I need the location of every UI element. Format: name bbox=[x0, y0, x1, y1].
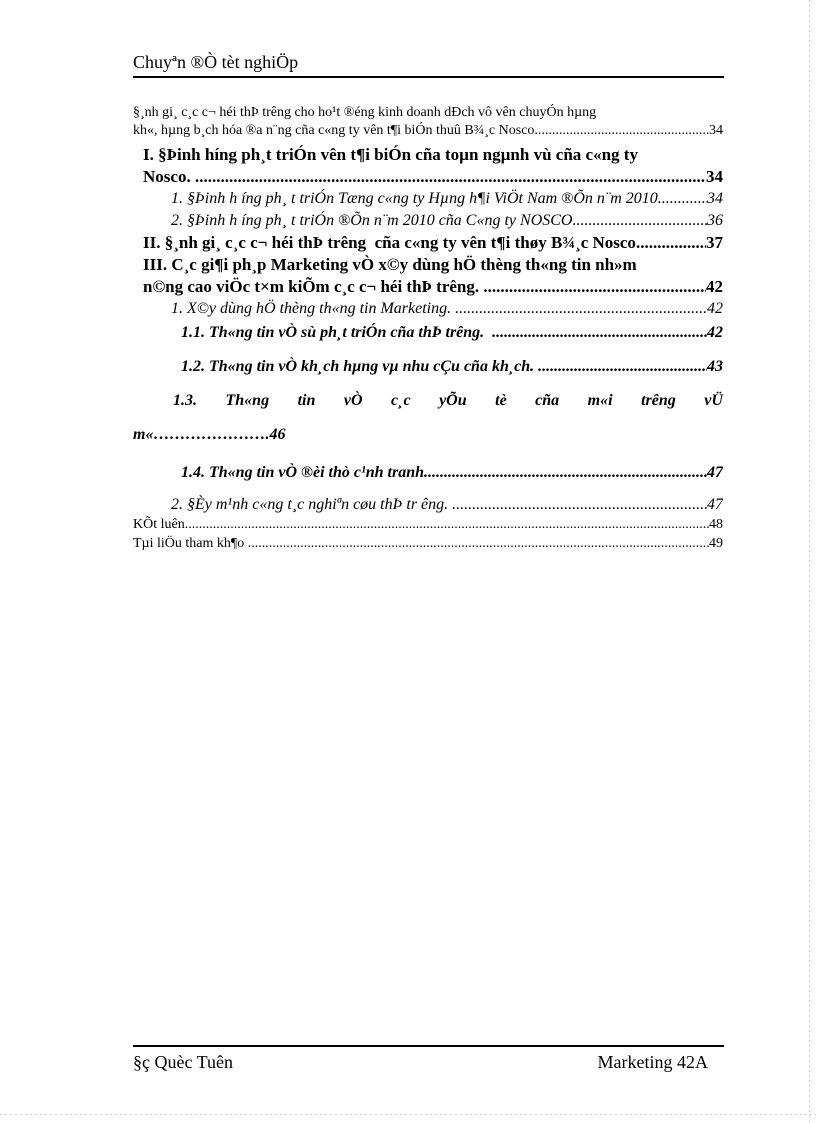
toc-entry-section-ii[interactable] bbox=[133, 232, 723, 254]
toc-page-number: 47 bbox=[707, 496, 723, 513]
toc-entry-justified-line bbox=[133, 390, 723, 412]
dot-leader bbox=[483, 276, 706, 298]
footer-rule bbox=[133, 1045, 724, 1047]
dot-leader bbox=[492, 322, 707, 344]
word: tin bbox=[297, 392, 316, 409]
word: vÒ bbox=[343, 392, 363, 409]
toc-entry-tai-lieu-tham-khao[interactable] bbox=[133, 535, 723, 552]
toc-page-number: 47 bbox=[707, 464, 723, 481]
toc-entry-text-line2: Nosco. bbox=[143, 167, 195, 186]
dot-leader bbox=[428, 462, 707, 484]
toc-page-number: 49 bbox=[709, 536, 723, 551]
toc-entry-text: 1.2. Th«ng tin vÒ kh¸ch hµng vµ nhu cÇu cña kh¸ch. bbox=[181, 358, 539, 375]
page-header: Chuyªn ®Ò tèt nghiÖp bbox=[133, 52, 299, 72]
toc-entry-1-xay-dung-he-thong[interactable] bbox=[133, 298, 723, 320]
toc-page-number: 42 bbox=[707, 324, 723, 341]
word: vÜ bbox=[704, 392, 723, 409]
toc-entry-continuation: m«………………….46 bbox=[133, 426, 286, 443]
word: c¸c bbox=[391, 392, 411, 409]
word: yÕu bbox=[439, 392, 467, 409]
dot-leader bbox=[452, 494, 707, 516]
dot-leader bbox=[185, 516, 709, 533]
word: trêng bbox=[641, 392, 676, 409]
dot-leader bbox=[538, 356, 707, 378]
toc-page-number: 34 bbox=[707, 190, 723, 207]
word: m«i bbox=[587, 392, 613, 409]
toc-entry-text-line2: kh«, hµng b¸ch hóa ®a n¨ng cña c«ng ty vên t¶i biÓn thuû B¾¸c Nosco bbox=[133, 123, 535, 138]
toc-entry-ket-luan[interactable] bbox=[133, 516, 723, 533]
header-rule bbox=[133, 76, 724, 78]
toc-page-number: 48 bbox=[709, 517, 723, 532]
word: 1.3. bbox=[173, 392, 197, 409]
toc-page-number: 42 bbox=[706, 277, 723, 296]
toc-entry-text-line1: I. §Þinh híng ph¸t triÓn vên t¶i biÓn cña toµn ngµnh vù cña c«ng ty bbox=[143, 145, 638, 164]
word: Th«ng bbox=[225, 392, 270, 409]
dot-leader bbox=[658, 188, 707, 210]
dot-leader bbox=[455, 298, 707, 320]
toc-entry-section-i[interactable] bbox=[133, 144, 723, 188]
toc-entry-text-line1: III. C¸c gi¶i ph¸p Marketing vÒ x©y dùng hÖ thèng th«ng tin nh»m bbox=[143, 255, 637, 274]
dot-leader bbox=[636, 232, 706, 254]
toc-entry-1-dinh-huong-tong-cong-ty[interactable] bbox=[133, 188, 723, 210]
toc-entry-1-4-thong-tin-doi-thu[interactable] bbox=[133, 462, 723, 484]
toc-entry-text: 1.4. Th«ng tin vÒ ®èi thò c¹nh tranh. bbox=[181, 464, 429, 481]
toc-entry-danh-gia-co-hoi[interactable] bbox=[133, 104, 723, 140]
dot-leader bbox=[195, 166, 706, 188]
toc-entry-text: 2. §Èy m¹nh c«ng t¸c nghiªn cøu thÞ tr êng. bbox=[171, 496, 453, 513]
toc-entry-1-1-thong-tin-su-phat-trien[interactable] bbox=[133, 322, 723, 344]
toc-entry-text: II. §¸nh gi¸ c¸c c¬ héi thÞ trêng cña c«ng ty vên t¶i thøy B¾¸c Nosco bbox=[143, 233, 636, 252]
toc-entry-text: 1.1. Th«ng tin vÒ sù ph¸t triÓn cña thÞ trêng. bbox=[181, 324, 493, 341]
table-of-contents bbox=[133, 104, 723, 552]
toc-entry-text: KÕt luên bbox=[133, 517, 185, 532]
toc-entry-section-iii[interactable] bbox=[133, 254, 723, 298]
toc-entry-text: 2. §Þinh h íng ph¸ t triÓn ®Õn n¨m 2010 cña C«ng ty NOSCO bbox=[171, 212, 573, 229]
toc-entry-1-3-thong-tin-yeu-to[interactable] bbox=[133, 390, 723, 446]
toc-page-number: 42 bbox=[707, 300, 723, 317]
toc-page-number: 43 bbox=[707, 358, 723, 375]
dot-leader bbox=[534, 122, 709, 140]
dot-leader bbox=[572, 210, 707, 232]
toc-page-number: 37 bbox=[706, 233, 723, 252]
page-edge-right bbox=[809, 0, 810, 1123]
toc-entry-text: 1. X©y dùng hÖ thèng th«ng tin Marketing. bbox=[171, 300, 456, 317]
word: tè bbox=[495, 392, 507, 409]
toc-page-number: 34 bbox=[706, 167, 723, 186]
toc-entry-text: Tµi liÖu tham kh¶o bbox=[133, 536, 248, 551]
word: cña bbox=[535, 392, 560, 409]
toc-entry-2-day-manh-nghien-cuu[interactable] bbox=[133, 494, 723, 516]
toc-entry-text-line2: n©ng cao viÖc t×m kiÕm c¸c c¬ héi thÞ trêng. bbox=[143, 277, 484, 296]
page-edge-bottom bbox=[0, 1114, 816, 1115]
dot-leader bbox=[248, 535, 709, 552]
toc-page-number: 36 bbox=[707, 212, 723, 229]
toc-entry-2-dinh-huong-nosco[interactable] bbox=[133, 210, 723, 232]
toc-entry-text-line1: §¸nh gi¸ c¸c c¬ héi thÞ trêng cho ho¹t ®éng kinh doanh dÐch vô vên chuyÓn hµng bbox=[133, 105, 597, 120]
toc-entry-text: 1. §Þinh h íng ph¸ t triÓn Tæng c«ng ty Hµng h¶i ViÖt Nam ®Õn n¨m 2010 bbox=[171, 190, 658, 207]
footer-class: Marketing 42A bbox=[597, 1052, 708, 1072]
footer-author: §ç Quèc Tuên bbox=[133, 1052, 233, 1072]
toc-page-number: 34 bbox=[709, 123, 723, 138]
toc-entry-1-2-thong-tin-khach-hang[interactable] bbox=[133, 356, 723, 378]
